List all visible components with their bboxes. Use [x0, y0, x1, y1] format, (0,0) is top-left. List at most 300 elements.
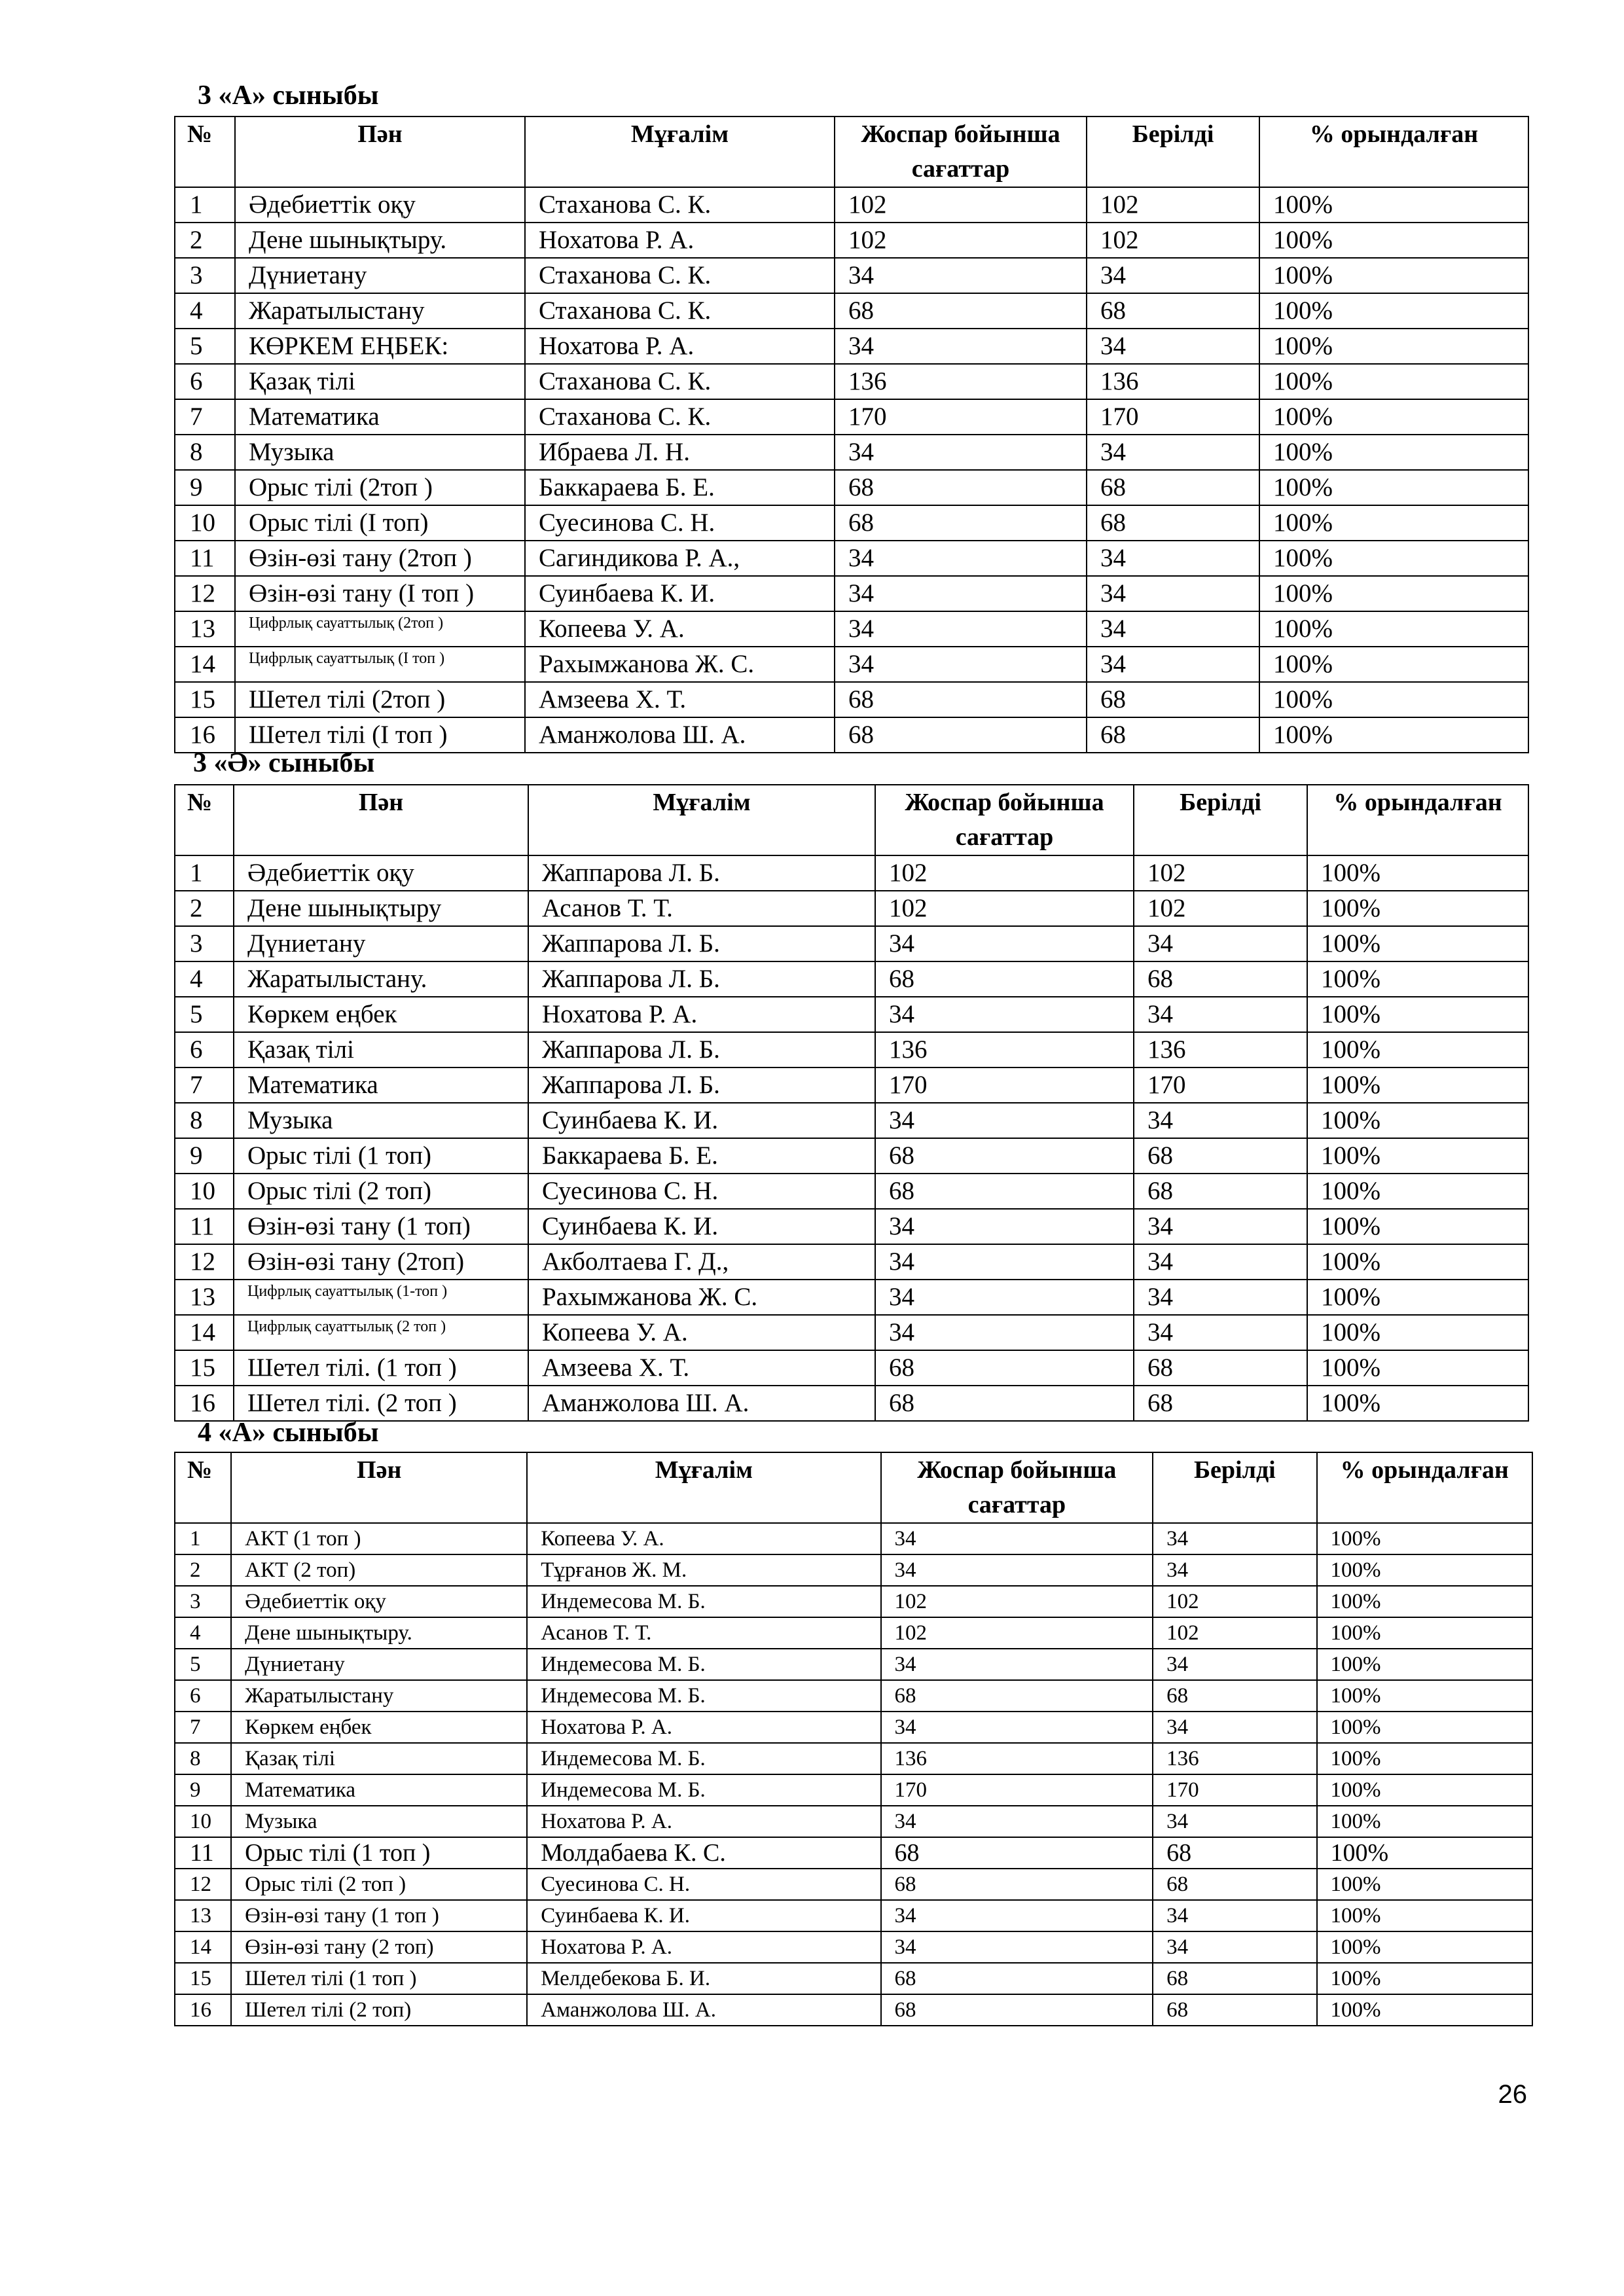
table-row [175, 1931, 1532, 1963]
given-hours-cell: 34 [1134, 997, 1307, 1032]
teacher-cell: Баккараева Б. Е. [528, 1138, 875, 1174]
teacher-cell: Суинбаева К. И. [528, 1103, 875, 1138]
subject-cell: Қазақ тілі [234, 1032, 528, 1067]
teacher-cell: Жаппарова Л. Б. [528, 855, 875, 891]
teacher-cell: Амзеева Х. Т. [528, 1350, 875, 1386]
given-hours-cell: 34 [1134, 1280, 1307, 1315]
section-title-4a: 4 «А» сыныбы [198, 1418, 379, 1448]
planned-hours-cell: 34 [875, 1209, 1134, 1244]
teacher-cell: Индемесова М. Б. [527, 1743, 880, 1774]
given-hours-cell: 170 [1087, 399, 1259, 435]
subject-cell: Қазақ тілі [231, 1743, 527, 1774]
row-number: 15 [175, 1963, 231, 1994]
given-hours-cell: 68 [1134, 1386, 1307, 1421]
percent-cell: 100% [1259, 399, 1528, 435]
planned-hours-cell: 68 [881, 1963, 1153, 1994]
subject-cell: Шетел тілі (2 топ) [231, 1994, 527, 2026]
subject-cell: АКТ (2 топ) [231, 1554, 527, 1586]
given-hours-cell: 102 [1134, 855, 1307, 891]
percent-cell: 100% [1317, 1869, 1532, 1900]
planned-hours-cell: 68 [881, 1869, 1153, 1900]
given-hours-cell: 68 [1153, 1680, 1316, 1712]
table-row [175, 997, 1528, 1032]
percent-cell: 100% [1317, 1931, 1532, 1963]
percent-cell: 100% [1259, 505, 1528, 541]
given-hours-cell: 34 [1087, 611, 1259, 647]
table-row [175, 1837, 1532, 1869]
teacher-cell: Суинбаева К. И. [528, 1209, 875, 1244]
given-hours-cell: 34 [1087, 541, 1259, 576]
table-row [175, 1806, 1532, 1837]
given-hours-cell: 68 [1087, 470, 1259, 505]
row-number: 2 [175, 891, 234, 926]
table-row [175, 1743, 1532, 1774]
row-number: 16 [175, 1994, 231, 2026]
subject-cell: Жаратылыстану [235, 293, 525, 329]
col-header-percent-done: % орындалған [1317, 1452, 1532, 1523]
given-hours-cell: 102 [1153, 1617, 1316, 1649]
given-hours-cell: 102 [1087, 187, 1259, 223]
subject-cell: Музыка [235, 435, 525, 470]
subject-cell: КӨРКЕМ ЕҢБЕК: [235, 329, 525, 364]
subject-cell: Шетел тілі (І топ ) [235, 717, 525, 753]
row-number: 14 [175, 647, 235, 682]
given-hours-cell: 68 [1134, 1138, 1307, 1174]
table-row [175, 1138, 1528, 1174]
planned-hours-cell: 68 [881, 1837, 1153, 1869]
subject-cell: Орыс тілі (2 топ) [234, 1174, 528, 1209]
col-header-number: № [175, 1452, 231, 1523]
teacher-cell: Рахымжанова Ж. С. [525, 647, 835, 682]
table-row [175, 855, 1528, 891]
row-number: 9 [175, 1138, 234, 1174]
teacher-cell: Суесинова С. Н. [528, 1174, 875, 1209]
percent-cell: 100% [1317, 1837, 1532, 1869]
subject-cell: Орыс тілі (2 топ ) [231, 1869, 527, 1900]
teacher-cell: Стаханова С. К. [525, 293, 835, 329]
given-hours-cell: 34 [1153, 1712, 1316, 1743]
given-hours-cell: 68 [1087, 682, 1259, 717]
subject-cell: Өзін-өзі тану (2 топ) [231, 1931, 527, 1963]
given-hours-cell: 170 [1153, 1774, 1316, 1806]
col-header-planned-hours: Жоспар бойынша сағаттар [835, 117, 1087, 187]
row-number: 13 [175, 1280, 234, 1315]
subject-cell: Математика [234, 1067, 528, 1103]
planned-hours-cell: 68 [875, 1174, 1134, 1209]
percent-cell: 100% [1317, 1743, 1532, 1774]
teacher-cell: Копеева У. А. [528, 1315, 875, 1350]
subject-cell: Математика [231, 1774, 527, 1806]
given-hours-cell: 34 [1153, 1931, 1316, 1963]
percent-cell: 100% [1259, 717, 1528, 753]
teacher-cell: Асанов Т. Т. [528, 891, 875, 926]
given-hours-cell: 102 [1087, 223, 1259, 258]
table-body [175, 187, 1528, 753]
planned-hours-cell: 34 [875, 997, 1134, 1032]
row-number: 13 [175, 611, 235, 647]
planned-hours-cell: 68 [881, 1994, 1153, 2026]
percent-cell: 100% [1259, 223, 1528, 258]
teacher-cell: Жаппарова Л. Б. [528, 961, 875, 997]
teacher-cell: Аманжолова Ш. А. [525, 717, 835, 753]
subject-cell: Дүниетану [235, 258, 525, 293]
teacher-cell: Копеева У. А. [527, 1523, 880, 1554]
teacher-cell: Индемесова М. Б. [527, 1586, 880, 1617]
table-row [175, 1680, 1532, 1712]
table-row [175, 611, 1528, 647]
subject-cell: Шетел тілі (1 топ ) [231, 1963, 527, 1994]
percent-cell: 100% [1307, 997, 1528, 1032]
row-number: 2 [175, 223, 235, 258]
section-title-3a: 3 «А» сыныбы [198, 81, 379, 111]
percent-cell: 100% [1307, 1103, 1528, 1138]
subject-cell: Өзін-өзі тану (1 топ ) [231, 1900, 527, 1931]
col-header-percent-done: % орындалған [1259, 117, 1528, 187]
percent-cell: 100% [1307, 1350, 1528, 1386]
percent-cell: 100% [1259, 364, 1528, 399]
table-row [175, 1103, 1528, 1138]
percent-cell: 100% [1259, 187, 1528, 223]
teacher-cell: Нохатова Р. А. [527, 1712, 880, 1743]
subject-cell: Цифрлық сауаттылық (2топ ) [235, 611, 525, 647]
given-hours-cell: 68 [1134, 1174, 1307, 1209]
row-number: 1 [175, 1523, 231, 1554]
table-3ae [174, 784, 1529, 1422]
table-row [175, 717, 1528, 753]
teacher-cell: Жаппарова Л. Б. [528, 926, 875, 961]
teacher-cell: Индемесова М. Б. [527, 1774, 880, 1806]
row-number: 4 [175, 1617, 231, 1649]
percent-cell: 100% [1317, 1680, 1532, 1712]
given-hours-cell: 136 [1153, 1743, 1316, 1774]
table-row [175, 1963, 1532, 1994]
planned-hours-cell: 34 [881, 1649, 1153, 1680]
planned-hours-cell: 34 [875, 1244, 1134, 1280]
teacher-cell: Тұрғанов Ж. М. [527, 1554, 880, 1586]
subject-cell: Шетел тілі. (1 топ ) [234, 1350, 528, 1386]
table-row [175, 1900, 1532, 1931]
percent-cell: 100% [1259, 647, 1528, 682]
given-hours-cell: 68 [1153, 1869, 1316, 1900]
row-number: 4 [175, 293, 235, 329]
percent-cell: 100% [1259, 435, 1528, 470]
subject-cell: Цифрлық сауаттылық (І топ ) [235, 647, 525, 682]
given-hours-cell: 136 [1134, 1032, 1307, 1067]
planned-hours-cell: 136 [875, 1032, 1134, 1067]
teacher-cell: Суинбаева К. И. [525, 576, 835, 611]
percent-cell: 100% [1317, 1586, 1532, 1617]
planned-hours-cell: 170 [835, 399, 1087, 435]
subject-cell: Шетел тілі. (2 топ ) [234, 1386, 528, 1421]
planned-hours-cell: 34 [881, 1806, 1153, 1837]
teacher-cell: Стаханова С. К. [525, 187, 835, 223]
row-number: 5 [175, 1649, 231, 1680]
percent-cell: 100% [1259, 293, 1528, 329]
subject-cell: Орыс тілі (2топ ) [235, 470, 525, 505]
subject-cell: АКТ (1 топ ) [231, 1523, 527, 1554]
planned-hours-cell: 68 [835, 717, 1087, 753]
row-number: 6 [175, 1680, 231, 1712]
table-row [175, 329, 1528, 364]
planned-hours-cell: 34 [881, 1523, 1153, 1554]
percent-cell: 100% [1317, 1712, 1532, 1743]
subject-cell: Цифрлық сауаттылық (2 топ ) [234, 1315, 528, 1350]
table-row [175, 647, 1528, 682]
table-row [175, 364, 1528, 399]
table-row [175, 961, 1528, 997]
table-row [175, 1244, 1528, 1280]
table-header-row [175, 117, 1528, 187]
subject-cell: Орыс тілі (І топ) [235, 505, 525, 541]
planned-hours-cell: 136 [881, 1743, 1153, 1774]
given-hours-cell: 34 [1153, 1806, 1316, 1837]
teacher-cell: Стаханова С. К. [525, 364, 835, 399]
row-number: 16 [175, 1386, 234, 1421]
col-header-given: Берілді [1134, 785, 1307, 855]
planned-hours-cell: 68 [875, 1386, 1134, 1421]
subject-cell: Дүниетану [231, 1649, 527, 1680]
subject-cell: Көркем еңбек [231, 1712, 527, 1743]
subject-cell: Қазақ тілі [235, 364, 525, 399]
teacher-cell: Нохатова Р. А. [525, 223, 835, 258]
col-header-planned-hours: Жоспар бойынша сағаттар [881, 1452, 1153, 1523]
planned-hours-cell: 34 [875, 926, 1134, 961]
planned-hours-cell: 34 [835, 647, 1087, 682]
given-hours-cell: 34 [1087, 576, 1259, 611]
teacher-cell: Копеева У. А. [525, 611, 835, 647]
given-hours-cell: 34 [1153, 1900, 1316, 1931]
table-row [175, 1315, 1528, 1350]
table-row [175, 1280, 1528, 1315]
row-number: 14 [175, 1931, 231, 1963]
given-hours-cell: 68 [1087, 293, 1259, 329]
percent-cell: 100% [1317, 1617, 1532, 1649]
teacher-cell: Жаппарова Л. Б. [528, 1067, 875, 1103]
row-number: 9 [175, 1774, 231, 1806]
percent-cell: 100% [1259, 576, 1528, 611]
teacher-cell: Суесинова С. Н. [525, 505, 835, 541]
row-number: 6 [175, 1032, 234, 1067]
row-number: 15 [175, 682, 235, 717]
planned-hours-cell: 102 [881, 1586, 1153, 1617]
given-hours-cell: 102 [1153, 1586, 1316, 1617]
row-number: 12 [175, 1244, 234, 1280]
table-header-row [175, 1452, 1532, 1523]
given-hours-cell: 34 [1153, 1523, 1316, 1554]
given-hours-cell: 34 [1134, 1103, 1307, 1138]
subject-cell: Орыс тілі (1 топ ) [231, 1837, 527, 1869]
percent-cell: 100% [1317, 1994, 1532, 2026]
planned-hours-cell: 34 [875, 1315, 1134, 1350]
percent-cell: 100% [1317, 1806, 1532, 1837]
row-number: 1 [175, 187, 235, 223]
teacher-cell: Асанов Т. Т. [527, 1617, 880, 1649]
col-header-number: № [175, 117, 235, 187]
row-number: 15 [175, 1350, 234, 1386]
table-body [175, 1523, 1532, 2026]
col-header-planned-hours: Жоспар бойынша сағаттар [875, 785, 1134, 855]
col-header-percent-done: % орындалған [1307, 785, 1528, 855]
planned-hours-cell: 102 [835, 223, 1087, 258]
row-number: 12 [175, 1869, 231, 1900]
row-number: 5 [175, 997, 234, 1032]
given-hours-cell: 34 [1153, 1649, 1316, 1680]
given-hours-cell: 68 [1153, 1963, 1316, 1994]
teacher-cell: Нохатова Р. А. [525, 329, 835, 364]
table-3a [174, 116, 1529, 753]
teacher-cell: Молдабаева К. С. [527, 1837, 880, 1869]
teacher-cell: Стаханова С. К. [525, 399, 835, 435]
table-row [175, 1067, 1528, 1103]
planned-hours-cell: 34 [881, 1900, 1153, 1931]
percent-cell: 100% [1307, 891, 1528, 926]
percent-cell: 100% [1259, 470, 1528, 505]
table-body [175, 855, 1528, 1421]
percent-cell: 100% [1307, 1067, 1528, 1103]
page-number: 26 [1498, 2080, 1527, 2109]
row-number: 10 [175, 1174, 234, 1209]
subject-cell: Цифрлық сауаттылық (1-топ ) [234, 1280, 528, 1315]
given-hours-cell: 68 [1153, 1994, 1316, 2026]
planned-hours-cell: 34 [881, 1554, 1153, 1586]
given-hours-cell: 68 [1134, 1350, 1307, 1386]
subject-cell: Музыка [231, 1806, 527, 1837]
table-row [175, 223, 1528, 258]
col-header-number: № [175, 785, 234, 855]
subject-cell: Өзін-өзі тану (1 топ) [234, 1209, 528, 1244]
subject-cell: Орыс тілі (1 топ) [234, 1138, 528, 1174]
subject-cell: Дене шынықтыру [234, 891, 528, 926]
table-row [175, 1209, 1528, 1244]
given-hours-cell: 34 [1087, 258, 1259, 293]
table-row [175, 576, 1528, 611]
row-number: 12 [175, 576, 235, 611]
row-number: 8 [175, 1743, 231, 1774]
subject-cell: Шетел тілі (2топ ) [235, 682, 525, 717]
table-row [175, 399, 1528, 435]
planned-hours-cell: 34 [835, 541, 1087, 576]
subject-cell: Көркем еңбек [234, 997, 528, 1032]
given-hours-cell: 34 [1134, 926, 1307, 961]
percent-cell: 100% [1307, 1209, 1528, 1244]
row-number: 11 [175, 541, 235, 576]
col-header-teacher: Мұғалім [527, 1452, 880, 1523]
percent-cell: 100% [1307, 961, 1528, 997]
row-number: 5 [175, 329, 235, 364]
given-hours-cell: 68 [1134, 961, 1307, 997]
row-number: 10 [175, 1806, 231, 1837]
planned-hours-cell: 102 [875, 891, 1134, 926]
percent-cell: 100% [1307, 1138, 1528, 1174]
planned-hours-cell: 34 [835, 576, 1087, 611]
percent-cell: 100% [1317, 1649, 1532, 1680]
table-row [175, 1174, 1528, 1209]
percent-cell: 100% [1307, 1280, 1528, 1315]
percent-cell: 100% [1259, 258, 1528, 293]
table-row [175, 258, 1528, 293]
percent-cell: 100% [1307, 1244, 1528, 1280]
given-hours-cell: 136 [1087, 364, 1259, 399]
table-row [175, 1774, 1532, 1806]
table-4a [174, 1452, 1533, 2026]
col-header-subject: Пән [231, 1452, 527, 1523]
percent-cell: 100% [1317, 1900, 1532, 1931]
table-row [175, 1994, 1532, 2026]
row-number: 9 [175, 470, 235, 505]
teacher-cell: Сагиндикова Р. А., [525, 541, 835, 576]
table-row [175, 293, 1528, 329]
teacher-cell: Мелдебекова Б. И. [527, 1963, 880, 1994]
percent-cell: 100% [1307, 1315, 1528, 1350]
subject-cell: Өзін-өзі тану (2топ ) [235, 541, 525, 576]
row-number: 3 [175, 258, 235, 293]
table-row [175, 1869, 1532, 1900]
teacher-cell: Аманжолова Ш. А. [527, 1994, 880, 2026]
teacher-cell: Баккараева Б. Е. [525, 470, 835, 505]
table-row [175, 1523, 1532, 1554]
teacher-cell: Акболтаева Г. Д., [528, 1244, 875, 1280]
planned-hours-cell: 136 [835, 364, 1087, 399]
planned-hours-cell: 170 [881, 1774, 1153, 1806]
row-number: 8 [175, 1103, 234, 1138]
given-hours-cell: 68 [1153, 1837, 1316, 1869]
subject-cell: Әдебиеттік оқу [234, 855, 528, 891]
subject-cell: Өзін-өзі тану (І топ ) [235, 576, 525, 611]
row-number: 2 [175, 1554, 231, 1586]
planned-hours-cell: 34 [835, 329, 1087, 364]
planned-hours-cell: 68 [835, 293, 1087, 329]
table-row [175, 187, 1528, 223]
planned-hours-cell: 102 [835, 187, 1087, 223]
percent-cell: 100% [1317, 1554, 1532, 1586]
percent-cell: 100% [1317, 1523, 1532, 1554]
row-number: 3 [175, 926, 234, 961]
teacher-cell: Жаппарова Л. Б. [528, 1032, 875, 1067]
given-hours-cell: 34 [1087, 647, 1259, 682]
given-hours-cell: 68 [1087, 505, 1259, 541]
subject-cell: Жаратылыстану [231, 1680, 527, 1712]
col-header-given: Берілді [1087, 117, 1259, 187]
subject-cell: Музыка [234, 1103, 528, 1138]
percent-cell: 100% [1307, 855, 1528, 891]
table-row [175, 470, 1528, 505]
percent-cell: 100% [1259, 329, 1528, 364]
given-hours-cell: 34 [1087, 329, 1259, 364]
given-hours-cell: 34 [1134, 1244, 1307, 1280]
teacher-cell: Стаханова С. К. [525, 258, 835, 293]
row-number: 3 [175, 1586, 231, 1617]
teacher-cell: Суесинова С. Н. [527, 1869, 880, 1900]
planned-hours-cell: 102 [875, 855, 1134, 891]
col-header-teacher: Мұғалім [528, 785, 875, 855]
row-number: 14 [175, 1315, 234, 1350]
planned-hours-cell: 34 [835, 258, 1087, 293]
row-number: 7 [175, 399, 235, 435]
given-hours-cell: 170 [1134, 1067, 1307, 1103]
teacher-cell: Индемесова М. Б. [527, 1649, 880, 1680]
percent-cell: 100% [1307, 1032, 1528, 1067]
table-header-row [175, 785, 1528, 855]
table-row [175, 505, 1528, 541]
percent-cell: 100% [1307, 1386, 1528, 1421]
planned-hours-cell: 68 [875, 1350, 1134, 1386]
planned-hours-cell: 68 [835, 682, 1087, 717]
row-number: 16 [175, 717, 235, 753]
row-number: 13 [175, 1900, 231, 1931]
teacher-cell: Суинбаева К. И. [527, 1900, 880, 1931]
given-hours-cell: 102 [1134, 891, 1307, 926]
col-header-subject: Пән [235, 117, 525, 187]
